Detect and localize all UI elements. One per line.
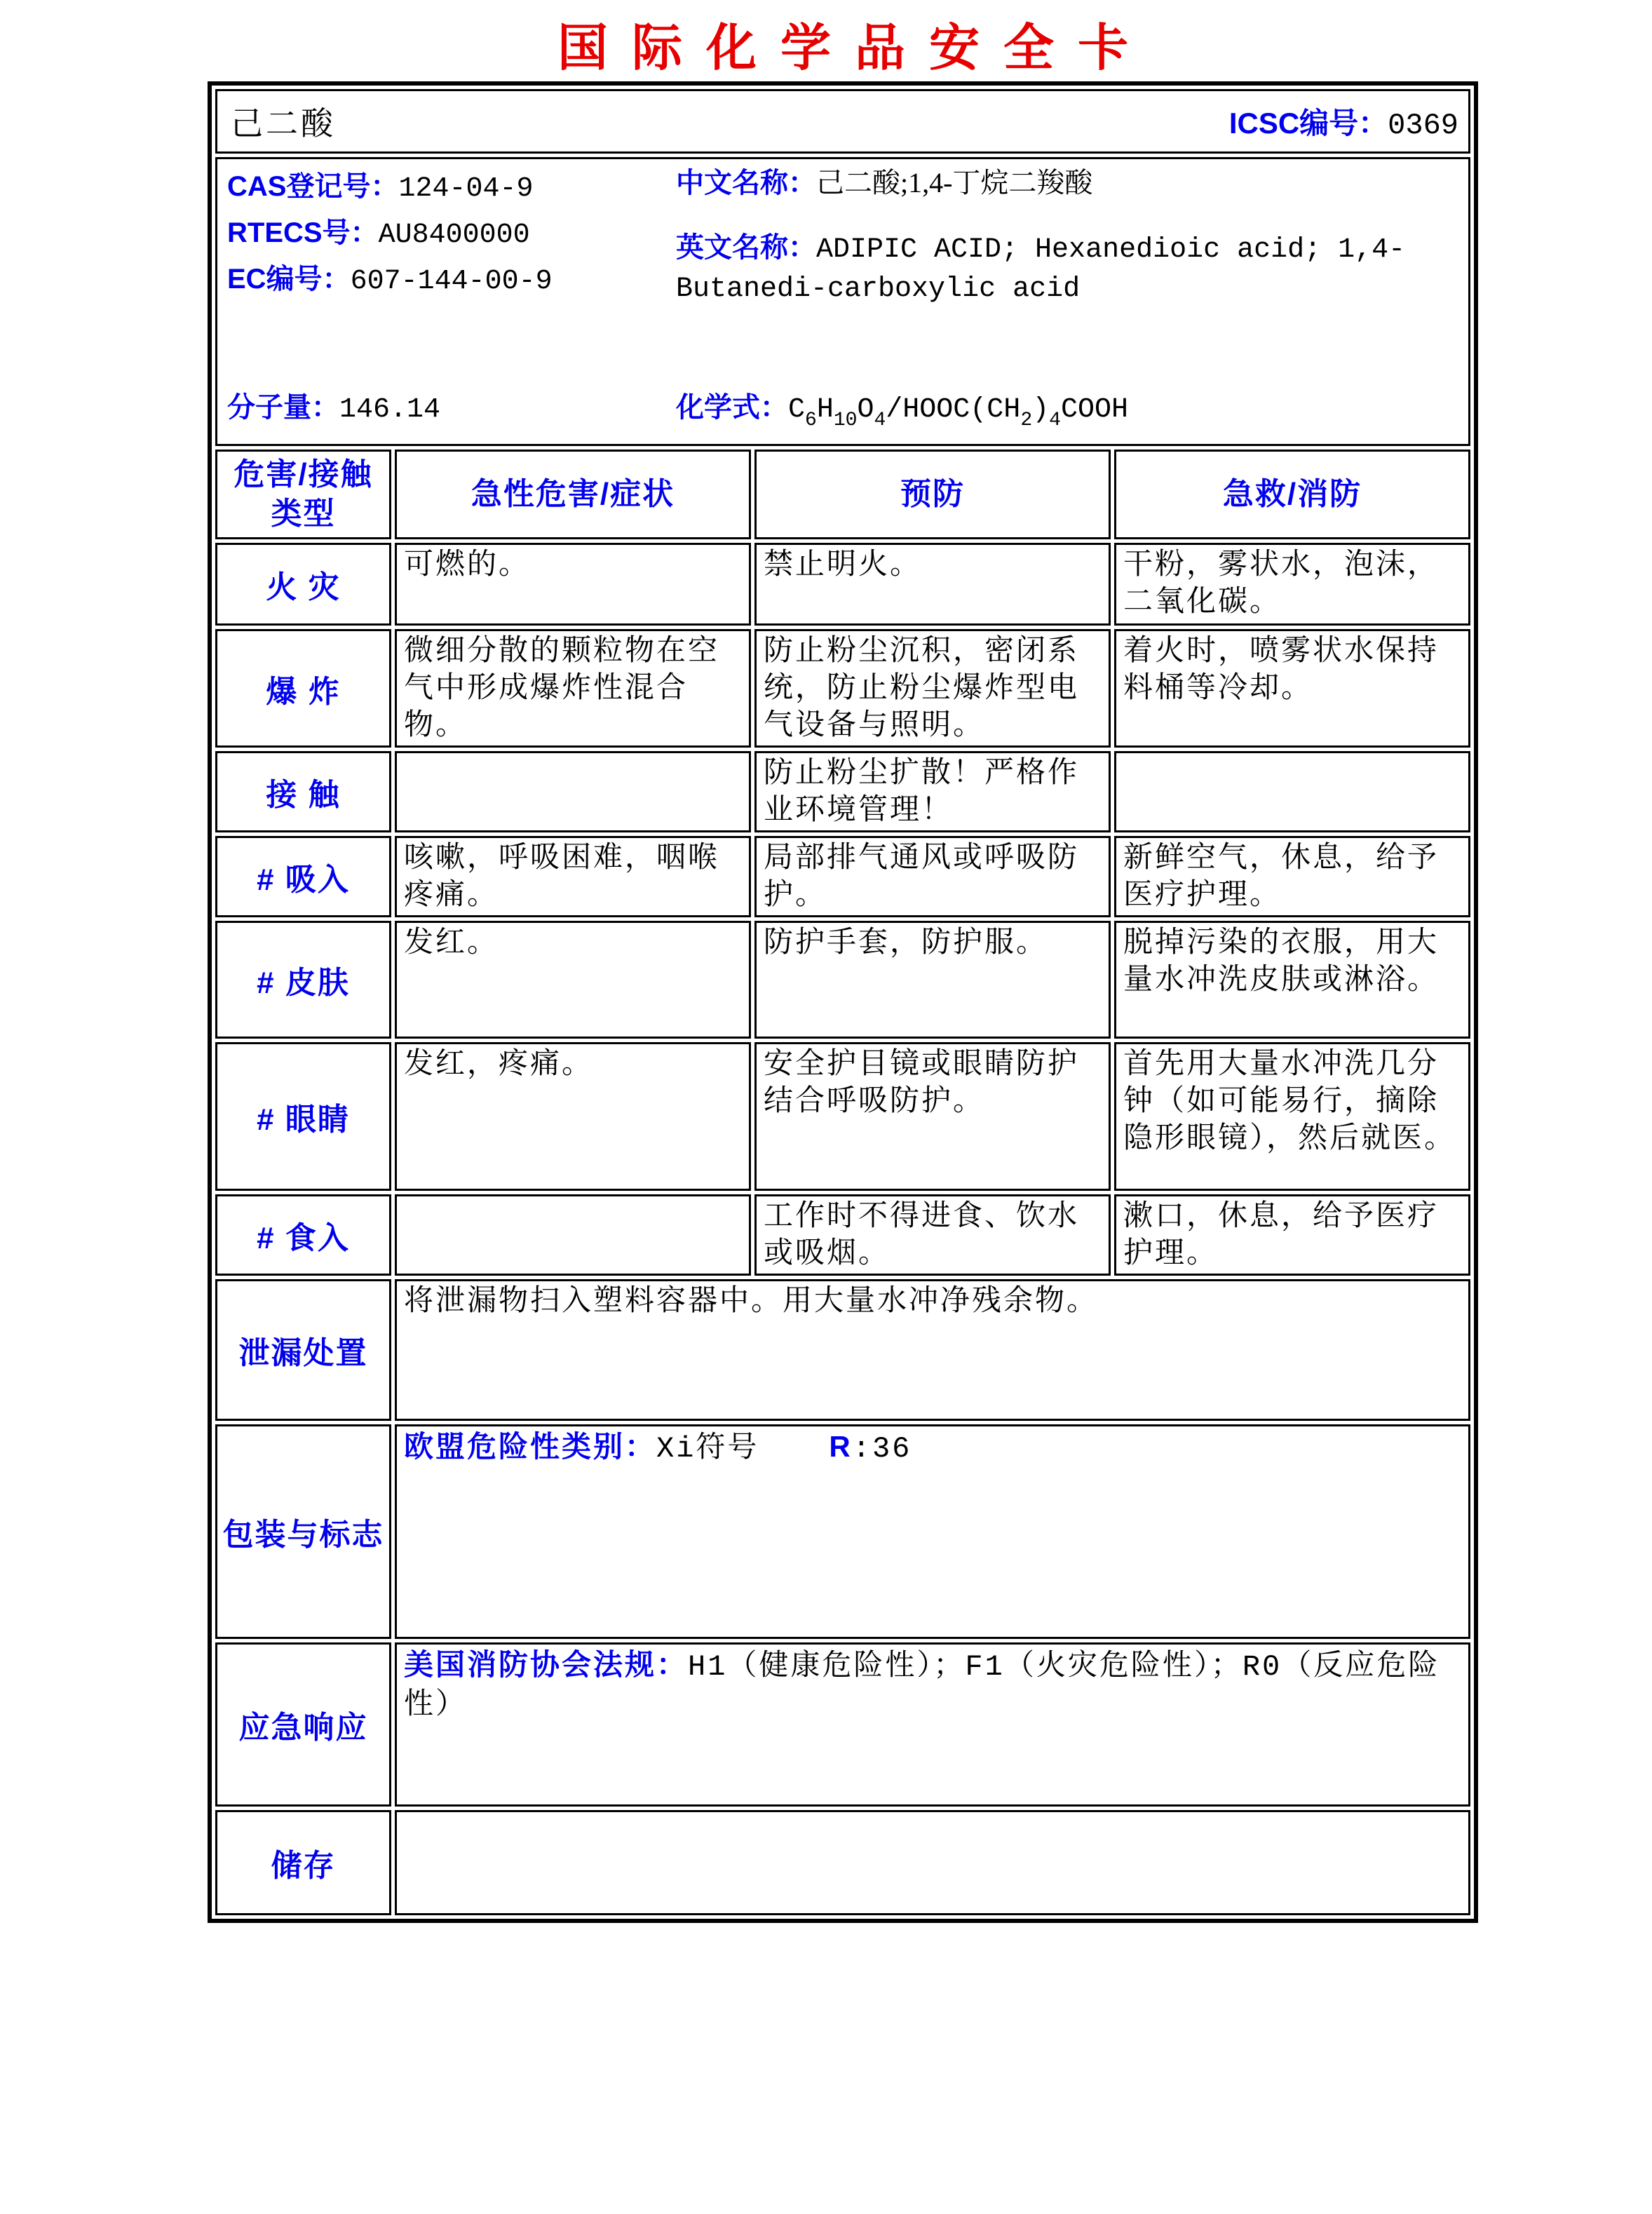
mw-label: 分子量： <box>227 392 339 423</box>
symptoms-cell: 微细分散的颗粒物在空气中形成爆炸性混合物。 <box>395 629 751 748</box>
packaging-row <box>215 1424 1470 1639</box>
symptoms-cell: 可燃的。 <box>395 543 751 626</box>
col-header-hazard-type: 危害/接触 类型 <box>215 450 391 539</box>
prevention-cell: 安全护目镜或眼睛防护结合呼吸防护。 <box>754 1042 1111 1191</box>
cas-value: 124-04-9 <box>398 173 534 205</box>
emergency-content <box>395 1642 1470 1807</box>
rtecs-label: RTECS号： <box>227 217 379 248</box>
storage-row <box>215 1810 1470 1915</box>
prevention-cell: 禁止明火。 <box>754 543 1111 626</box>
cn-name-label: 中文名称： <box>676 168 816 198</box>
page-title: 国际化学品安全卡 <box>557 20 1152 76</box>
prevention-cell: 防止粉尘沉积，密闭系统，防止粉尘爆炸型电气设备与照明。 <box>754 629 1111 748</box>
safety-card <box>208 81 1478 1923</box>
symptoms-cell <box>395 751 751 832</box>
hazard-row-contact <box>215 751 1470 832</box>
emergency-row-label: 应急响应 <box>215 1642 391 1807</box>
symptoms-cell: 咳嗽，呼吸困难，咽喉疼痛。 <box>395 836 751 917</box>
hazard-row-label: # 吸入 <box>215 836 391 917</box>
r-phrase-label: R <box>829 1430 853 1463</box>
hazard-row-fire <box>215 543 1470 626</box>
name-cell <box>215 89 1470 154</box>
hazard-row-label: 火 灾 <box>215 543 391 626</box>
identifiers-row <box>215 157 1470 446</box>
icsc-number: 0369 <box>1388 109 1458 142</box>
hazard-row-inhalation <box>215 836 1470 917</box>
hazard-row-eyes <box>215 1042 1470 1191</box>
firstaid-cell: 首先用大量水冲洗几分钟（如可能易行，摘除隐形眼镜），然后就医。 <box>1114 1042 1470 1191</box>
packaging-content <box>395 1424 1470 1639</box>
prevention-cell: 局部排气通风或呼吸防护。 <box>754 836 1111 917</box>
en-name-label: 英文名称： <box>676 232 816 263</box>
icsc-table <box>212 86 1474 1919</box>
hazard-row-label: # 眼睛 <box>215 1042 391 1191</box>
storage-row-label: 储存 <box>215 1810 391 1915</box>
hazard-row-label: # 皮肤 <box>215 921 391 1039</box>
prevention-cell: 防止粉尘扩散！严格作业环境管理！ <box>754 751 1111 832</box>
icsc-label: ICSC编号： <box>1228 107 1388 140</box>
mw-value: 146.14 <box>339 394 441 426</box>
chemical-formula-value: $C_6H_{10}O_4/HOOC(CH_2)_4COOH$ <box>788 394 1128 431</box>
symptoms-cell <box>395 1194 751 1276</box>
ec-value: 607-144-00-9 <box>350 266 553 297</box>
name-row <box>215 89 1470 154</box>
r-phrase-value: :36 <box>852 1432 912 1466</box>
emergency-row <box>215 1642 1470 1807</box>
cas-label: CAS登记号： <box>227 171 399 202</box>
firstaid-cell: 新鲜空气，休息，给予医疗护理。 <box>1114 836 1470 917</box>
chemical-names <box>676 165 1458 308</box>
rtecs-value: AU8400000 <box>378 220 530 251</box>
hazard-row-skin <box>215 921 1470 1039</box>
eu-class-value: Xi符号 <box>656 1432 759 1466</box>
firstaid-cell: 着火时，喷雾状水保持料桶等冷却。 <box>1114 629 1470 748</box>
leak-row-label: 泄漏处置 <box>215 1279 391 1421</box>
prevention-cell: 工作时不得进食、饮水或吸烟。 <box>754 1194 1111 1276</box>
firstaid-cell: 脱掉污染的衣服，用大量水冲洗皮肤或淋浴。 <box>1114 921 1470 1039</box>
chemical-name: 己二酸 <box>231 106 336 142</box>
table-header-row <box>215 450 1470 539</box>
firstaid-cell: 干粉，雾状水，泡沫，二氧化碳。 <box>1114 543 1470 626</box>
cn-name-value: 己二酸;1,4-丁烷二羧酸 <box>816 167 1093 198</box>
identifiers-cell <box>215 157 1470 446</box>
icsc-number-box <box>1229 100 1458 142</box>
leak-row <box>215 1279 1470 1421</box>
ec-label: EC编号： <box>227 264 351 295</box>
registry-numbers <box>227 165 676 308</box>
hazard-row-explosion <box>215 629 1470 748</box>
symptoms-cell: 发红。 <box>395 921 751 1039</box>
hazard-row-label: # 食入 <box>215 1194 391 1276</box>
firstaid-cell: 漱口，休息，给予医疗护理。 <box>1114 1194 1470 1276</box>
col-header-prevention: 预防 <box>754 450 1111 539</box>
prevention-cell: 防护手套，防护服。 <box>754 921 1111 1039</box>
col-header-firstaid: 急救/消防 <box>1114 450 1470 539</box>
en-name-value: ADIPIC ACID; Hexanedioic acid; 1,4-Butanedi-carboxylic acid <box>676 234 1406 305</box>
nfpa-label: 美国消防协会法规： <box>403 1648 688 1681</box>
eu-class-label: 欧盟危险性类别： <box>403 1430 656 1463</box>
firstaid-cell <box>1114 751 1470 832</box>
packaging-row-label: 包装与标志 <box>215 1424 391 1639</box>
col-header-symptoms: 急性危害/症状 <box>395 450 751 539</box>
hazard-row-label: 爆 炸 <box>215 629 391 748</box>
hazard-row-label: 接 触 <box>215 751 391 832</box>
formula-label: 化学式： <box>676 392 788 423</box>
hazard-row-ingestion <box>215 1194 1470 1276</box>
storage-content <box>395 1810 1470 1915</box>
symptoms-cell: 发红，疼痛。 <box>395 1042 751 1191</box>
leak-content: 将泄漏物扫入塑料容器中。用大量水冲净残余物。 <box>395 1279 1470 1421</box>
nfpa-value: H1（健康危险性）；F1（火灾危险性）；R0（反应危险性） <box>403 1650 1440 1722</box>
